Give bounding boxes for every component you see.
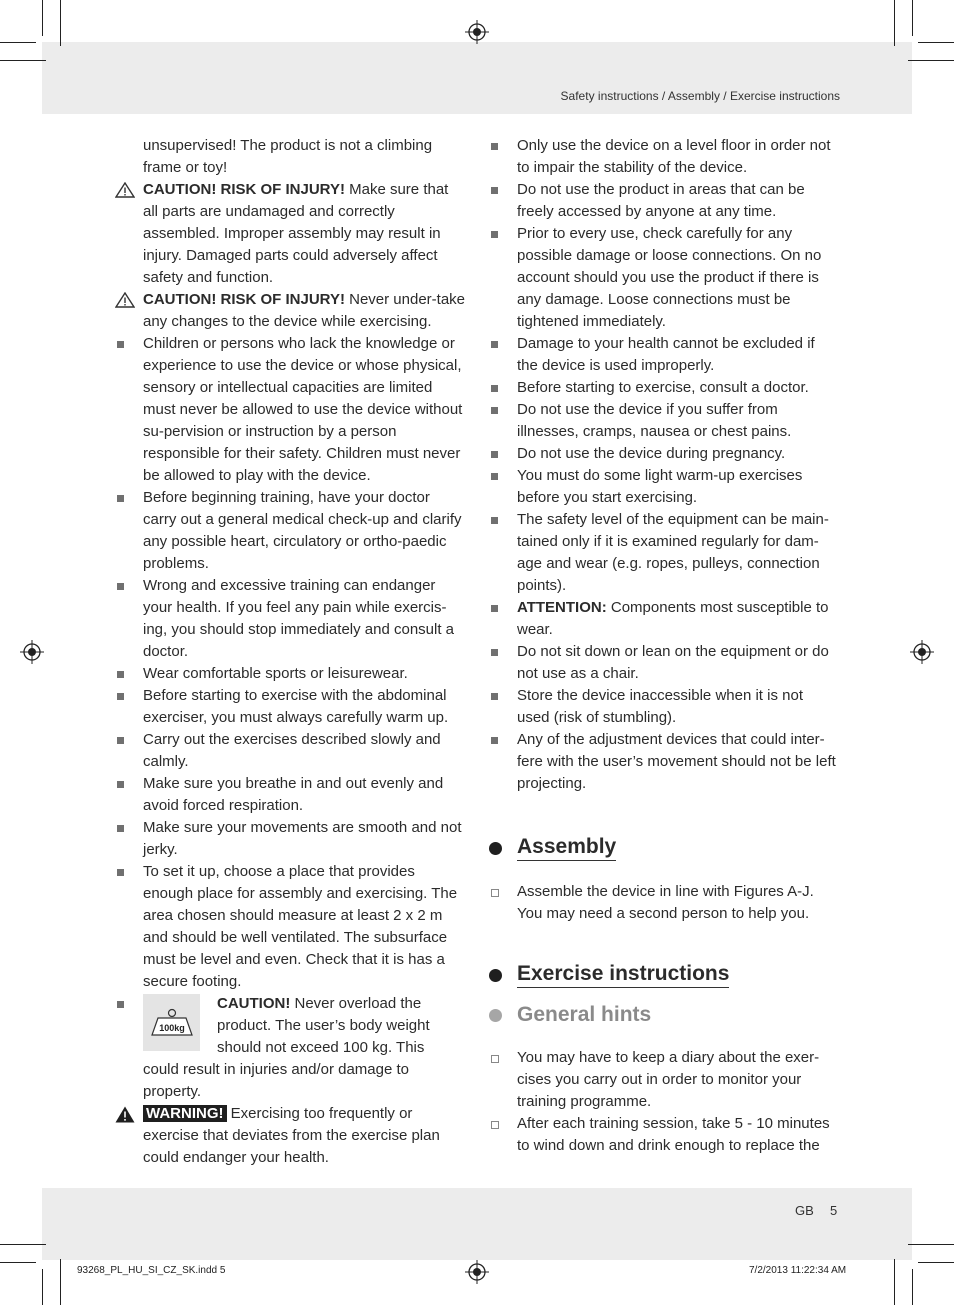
list-item-text: Store the device inaccessible when it is not used (risk of stumbling). xyxy=(517,687,803,726)
list-item xyxy=(489,465,839,509)
crop-mark xyxy=(918,1262,954,1263)
list-item-text: To set it up, choose a place that provides enough place for assembly and exercising. The area chosen should measure at least 2 x 2 m and should be well ventilated. The subsurface must be level and even. Check that it is has a secure footing. xyxy=(143,863,458,990)
bullet-square-icon xyxy=(117,737,124,744)
bullet-square-icon xyxy=(117,495,124,502)
bullet-square-icon xyxy=(117,781,124,788)
assembly-heading xyxy=(489,836,839,861)
crop-mark xyxy=(908,1244,954,1245)
bullet-square-icon xyxy=(117,869,124,876)
bullet-square-icon xyxy=(491,341,498,348)
crop-mark xyxy=(0,42,36,43)
list-item-text: Wear comfortable sports or leisurewear. xyxy=(143,665,408,682)
crop-mark xyxy=(894,1259,895,1305)
exercise-instructions-heading xyxy=(489,963,839,988)
caution-label: CAUTION! RISK OF INJURY! xyxy=(143,181,345,198)
heading-bullet-icon xyxy=(489,1009,502,1022)
heading-bullet-icon xyxy=(489,969,502,982)
footer-language: GB xyxy=(795,1203,814,1218)
list-item-text: The safety level of the equipment can be main-tained only if it is examined regularly for dam-age and wear (e.g. ropes, pulleys, connection points). xyxy=(517,511,829,594)
step-text: After each training session, take 5 - 10 minutes to wind down and drink enough to replace the xyxy=(517,1115,830,1154)
weight-icon-label: 100kg xyxy=(158,1022,185,1033)
list-item xyxy=(115,575,465,663)
bullet-square-icon xyxy=(491,187,498,194)
bullet-square-icon xyxy=(491,231,498,238)
list-item-text: Before starting to exercise with the abdominal exerciser, you must always carefully warm up. xyxy=(143,687,449,726)
warning-triangle-filled-icon xyxy=(115,1106,135,1123)
list-item-text: You must do some light warm-up exercises before you start exercising. xyxy=(517,467,803,506)
bullet-square-icon xyxy=(491,605,498,612)
general-hints-heading xyxy=(489,1004,839,1026)
crop-mark xyxy=(894,0,895,46)
list-item xyxy=(115,773,465,817)
list-item xyxy=(489,333,839,377)
weight-limit-icon xyxy=(143,994,200,1051)
warning-triangle-outline-icon xyxy=(115,182,135,198)
list-item xyxy=(115,817,465,861)
bullet-square-icon xyxy=(117,671,124,678)
list-item xyxy=(489,179,839,223)
heading-text: General hints xyxy=(517,1003,652,1026)
caution-label: CAUTION! xyxy=(217,995,291,1012)
header-band xyxy=(42,42,912,114)
print-slug-file: 93268_PL_HU_SI_CZ_SK.indd 5 xyxy=(77,1265,226,1276)
list-item-text: Only use the device on a level floor in order not to impair the stability of the device. xyxy=(517,137,831,176)
caution-text: Make sure that all parts are undamaged and correctly assembled. Improper assembly may result in injury. Damaged parts could adversely affect safety and function. xyxy=(143,181,449,286)
bullet-square-icon xyxy=(117,1001,124,1008)
bullet-square-icon xyxy=(117,825,124,832)
list-item xyxy=(115,333,465,487)
crop-mark xyxy=(0,60,46,61)
step-item xyxy=(489,1047,839,1113)
caution-injury-1 xyxy=(115,179,465,289)
warning-label: WARNING! xyxy=(143,1105,227,1122)
list-item xyxy=(489,135,839,179)
list-item-attention xyxy=(489,597,839,641)
right-column xyxy=(489,135,839,1157)
bullet-square-icon xyxy=(491,407,498,414)
list-item-text: Do not use the product in areas that can be freely accessed by anyone at any time. xyxy=(517,181,805,220)
overload-caution xyxy=(115,993,465,1059)
heading-text: Assembly xyxy=(517,836,616,861)
crop-mark xyxy=(42,0,43,36)
step-text: You may have to keep a diary about the exer-cises you carry out in order to monitor your training programme. xyxy=(517,1049,820,1110)
crop-mark xyxy=(918,42,954,43)
caution-text: Never under-take any changes to the device while exercising. xyxy=(143,291,466,330)
page-number: 5 xyxy=(830,1203,838,1218)
print-slug-date: 7/2/2013 11:22:34 AM xyxy=(749,1265,847,1276)
registration-mark-icon xyxy=(465,20,489,44)
crop-mark xyxy=(908,60,954,61)
registration-mark-icon xyxy=(465,1260,489,1284)
step-item xyxy=(489,881,839,925)
list-item-text: Make sure your movements are smooth and not jerky. xyxy=(143,819,462,858)
list-item xyxy=(115,685,465,729)
continuation-text: unsupervised! The product is not a climbing frame or toy! xyxy=(143,137,433,176)
step-checkbox-icon xyxy=(491,1121,499,1129)
list-item xyxy=(489,399,839,443)
step-item xyxy=(489,1113,839,1157)
bullet-square-icon xyxy=(117,341,124,348)
registration-mark-icon xyxy=(20,640,44,664)
crop-mark xyxy=(60,0,61,46)
bullet-square-icon xyxy=(491,649,498,656)
list-item xyxy=(115,861,465,993)
bullet-square-icon xyxy=(491,517,498,524)
list-item xyxy=(489,443,839,465)
left-column xyxy=(115,135,465,1169)
list-item xyxy=(489,685,839,729)
bullet-square-icon xyxy=(491,737,498,744)
list-item xyxy=(489,377,839,399)
crop-mark xyxy=(912,1269,913,1305)
crop-mark xyxy=(60,1259,61,1305)
attention-label: ATTENTION: xyxy=(517,599,607,616)
bullet-square-icon xyxy=(491,385,498,392)
list-item-text: Do not use the device during pregnancy. xyxy=(517,445,786,462)
list-item xyxy=(115,487,465,575)
bullet-square-icon xyxy=(117,693,124,700)
step-checkbox-icon xyxy=(491,1055,499,1063)
list-item xyxy=(489,729,839,795)
registration-mark-icon xyxy=(910,640,934,664)
warning-text: Exercising too frequently or exercise that deviates from the exercise plan could endanger your health. xyxy=(143,1105,440,1166)
crop-mark xyxy=(0,1244,46,1245)
running-head: Safety instructions / Assembly / Exercise instructions xyxy=(560,89,840,103)
heading-bullet-icon xyxy=(489,842,502,855)
list-item-text: Before starting to exercise, consult a doctor. xyxy=(517,379,809,396)
bullet-square-icon xyxy=(117,583,124,590)
list-item xyxy=(489,223,839,333)
attention-text: Components most susceptible to wear. xyxy=(517,599,829,638)
list-item xyxy=(115,663,465,685)
bullet-square-icon xyxy=(491,451,498,458)
list-item-text: Any of the adjustment devices that could inter-fere with the user’s movement should not be left projecting. xyxy=(517,731,836,792)
warning-block xyxy=(115,1103,465,1169)
caution-label: CAUTION! RISK OF INJURY! xyxy=(143,291,345,308)
list-item-text: Do not sit down or lean on the equipment or do not use as a chair. xyxy=(517,643,829,682)
list-item-text: Make sure you breathe in and out evenly and avoid forced respiration. xyxy=(143,775,444,814)
footer-band xyxy=(42,1188,912,1260)
list-item-text: Children or persons who lack the knowledge or experience to use the device or whose physical, sensory or intellectual capacities are limited must never be allowed to use the device without su-pervision or instruction by a person responsible for their safety. Children must never be allowed to play with the device. xyxy=(143,335,463,484)
crop-mark xyxy=(0,1262,36,1263)
list-item-text: Do not use the device if you suffer from illnesses, cramps, nausea or chest pains. xyxy=(517,401,792,440)
list-item-text: Wrong and excessive training can endanger your health. If you feel any pain while exercis-ing, you should stop immediately and consult a doctor. xyxy=(143,577,455,660)
list-item xyxy=(489,641,839,685)
bullet-square-icon xyxy=(491,473,498,480)
list-item xyxy=(115,729,465,773)
crop-mark xyxy=(42,1269,43,1305)
weight-icon xyxy=(150,1008,194,1038)
heading-text: Exercise instructions xyxy=(517,963,729,988)
warning-triangle-outline-icon xyxy=(115,292,135,308)
list-item-text: Damage to your health cannot be excluded if the device is used improperly. xyxy=(517,335,815,374)
list-item xyxy=(489,509,839,597)
caution-injury-2 xyxy=(115,289,465,333)
caution-text: Never overload the product. The user’s body weight should not exceed 100 kg. This xyxy=(217,995,430,1056)
bullet-square-icon xyxy=(491,693,498,700)
crop-mark xyxy=(912,0,913,36)
step-checkbox-icon xyxy=(491,889,499,897)
step-text: Assemble the device in line with Figures A-J. You may need a second person to help you. xyxy=(517,883,814,922)
list-item-text: Before beginning training, have your doctor carry out a general medical check-up and clarify any possible heart, circulatory or ortho-paedic problems. xyxy=(143,489,462,572)
list-item-text: Prior to every use, check carefully for any possible damage or loose connections. On no account should you use the product if there is any damage. Loose connections must be tightened immediately. xyxy=(517,225,822,330)
bullet-square-icon xyxy=(491,143,498,150)
list-item-text: Carry out the exercises described slowly and calmly. xyxy=(143,731,441,770)
overload-caution-continued: could result in injuries and/or damage to property. xyxy=(143,1061,409,1100)
